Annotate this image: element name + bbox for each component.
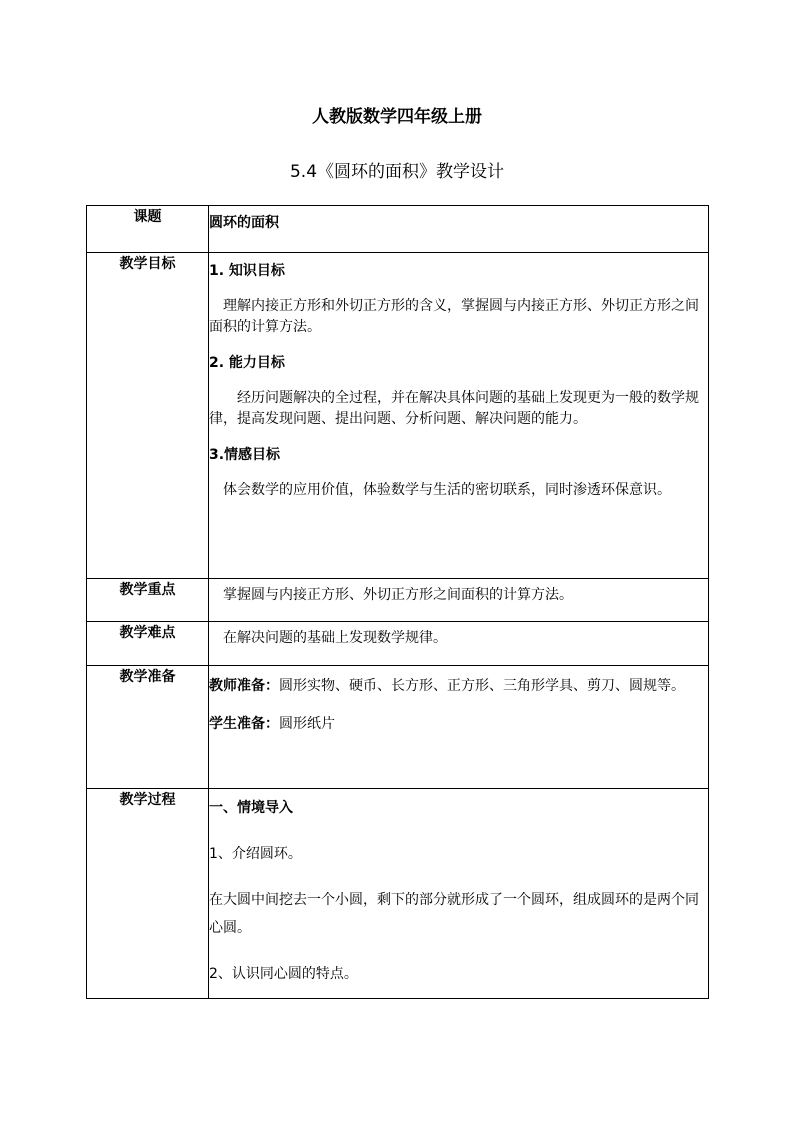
table-row-preparation xyxy=(87,666,709,789)
emotion-goal-heading: 3.情感目标 xyxy=(209,447,281,463)
ability-goal-heading: 2. 能力目标 xyxy=(209,355,285,371)
table-row-difficulty xyxy=(87,622,709,666)
process-step1: 1、介绍圆环。 xyxy=(209,846,302,862)
process-label: 教学过程 xyxy=(87,789,209,999)
table-row-process xyxy=(87,789,709,999)
topic-value: 圆环的面积 xyxy=(209,215,279,231)
student-preparation xyxy=(209,710,708,738)
key-point-label: 教学重点 xyxy=(87,579,209,622)
difficulty-label: 教学难点 xyxy=(87,622,209,666)
table-row-goals xyxy=(87,253,709,579)
emotion-goal-text: 体会数学的应用价值，体验数学与生活的密切联系，同时渗透环保意识。 xyxy=(223,482,671,498)
table-row-key-point xyxy=(87,579,709,622)
ability-goal-text: 经历问题解决的全过程，并在解决具体问题的基础上发现更为一般的数学规律，提高发现问题、提出问题、分析问题、解决问题的能力。 xyxy=(209,390,699,427)
table-row-topic xyxy=(87,206,709,253)
preparation-label: 教学准备 xyxy=(87,666,209,789)
topic-label: 课题 xyxy=(87,206,209,253)
process-step2: 2、认识同心圆的特点。 xyxy=(209,966,358,982)
student-preparation-text: 圆形纸片 xyxy=(279,716,335,732)
student-preparation-label: 学生准备： xyxy=(209,716,279,732)
teacher-preparation xyxy=(209,672,708,700)
knowledge-goal-text: 理解内接正方形和外切正方形的含义，掌握圆与内接正方形、外切正方形之间面积的计算方法。 xyxy=(209,298,699,335)
goals-label: 教学目标 xyxy=(87,253,209,579)
process-step1-text: 在大圆中间挖去一个小圆，剩下的部分就形成了一个圆环，组成圆环的是两个同心圆。 xyxy=(209,892,699,936)
document-title: 人教版数学四年级上册 xyxy=(312,107,482,127)
knowledge-goal-heading: 1. 知识目标 xyxy=(209,263,285,279)
teacher-preparation-label: 教师准备： xyxy=(209,678,279,694)
teacher-preparation-text: 圆形实物、硬币、长方形、正方形、三角形学具、剪刀、圆规等。 xyxy=(279,678,685,694)
difficulty-text: 在解决问题的基础上发现数学规律。 xyxy=(223,630,447,646)
document-subtitle: 5.4《圆环的面积》教学设计 xyxy=(289,162,505,182)
process-section-heading: 一、情境导入 xyxy=(209,800,293,816)
key-point-text: 掌握圆与内接正方形、外切正方形之间面积的计算方法。 xyxy=(223,587,573,603)
lesson-plan-table xyxy=(86,205,709,999)
